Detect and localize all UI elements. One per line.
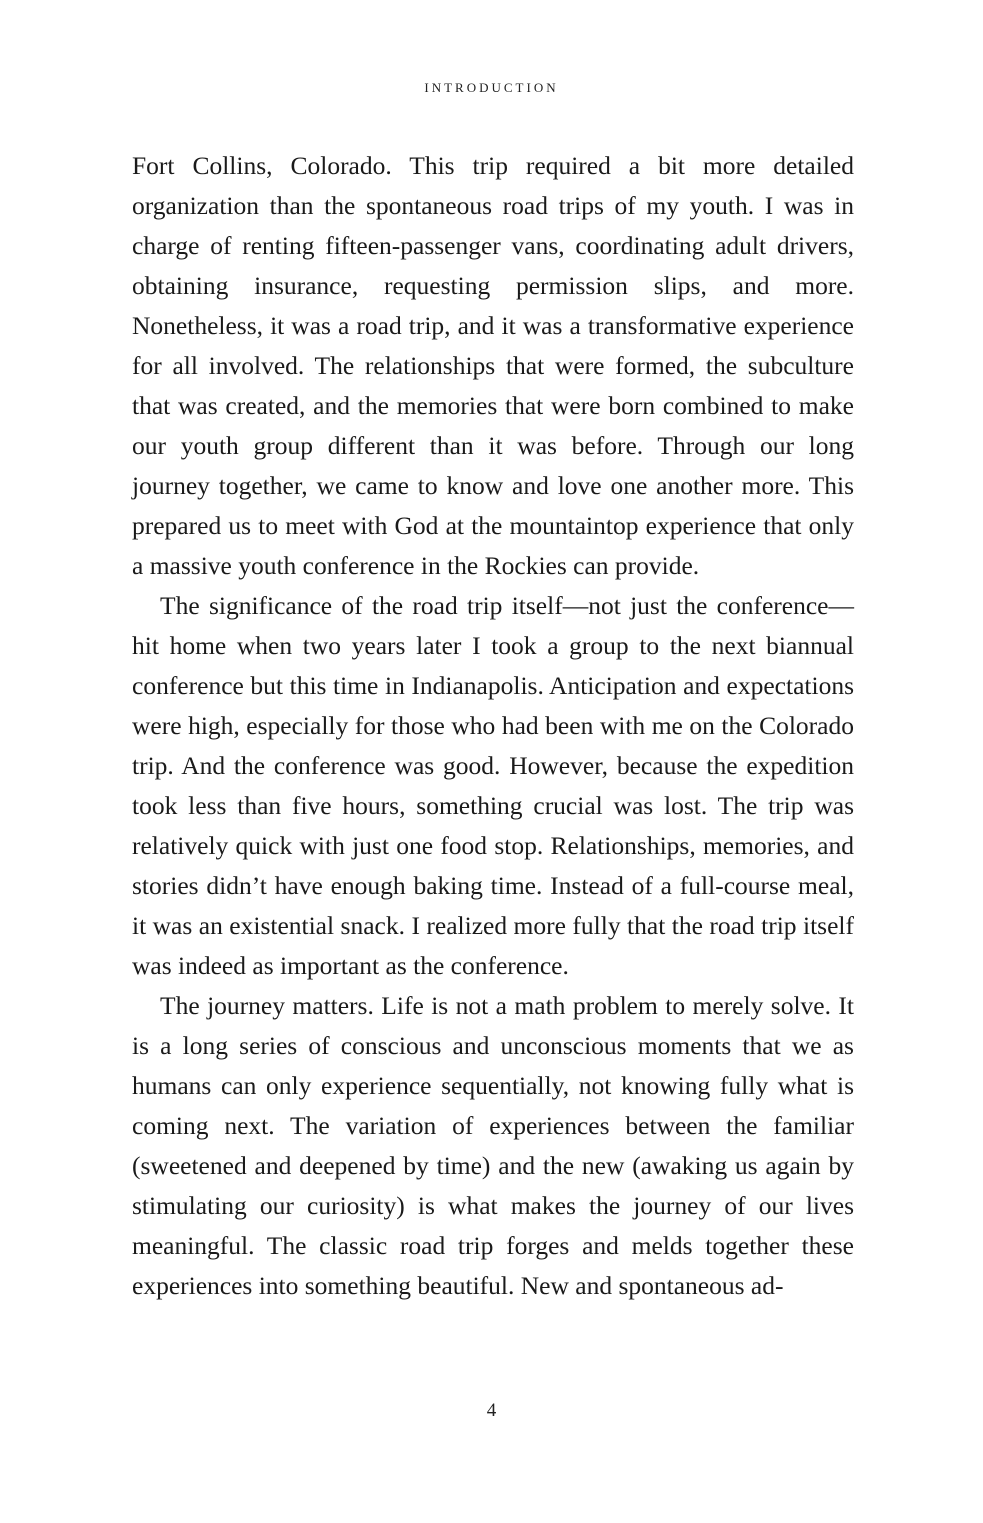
paragraph-2: The significance of the road trip itself—not just the conference—hit home when two years later I took a group to the next biannual conference but this time in Indianapolis. Anticipation and expectations were high, especially for those who had been with me on the Colorado trip. And the conference was good. However, because the expedition took less than five hours, something crucial was lost. The trip was relatively quick with just one food stop. Relationships, memories, and stories didn’t have enough baking time. Instead of a full-course meal, it was an existential snack. I realized more fully that the road trip itself was indeed as important as the conference. bbox=[132, 591, 854, 980]
page-number: 4 bbox=[486, 1400, 497, 1421]
body-text bbox=[132, 146, 854, 1306]
paragraph-1: Fort Collins, Colorado. This trip required a bit more detailed organization than the spontaneous road trips of my youth. I was in charge of renting fifteen-passenger vans, coordinating adult drivers, obtaining insurance, requesting permission slips, and more. Nonetheless, it was a road trip, and it was a transformative experience for all involved. The relationships that were formed, the subculture that was created, and the memories that were born combined to make our youth group different than it was before. Through our long journey together, we came to know and love one another more. This prepared us to meet with God at the mountaintop experience that only a massive youth conference in the Rockies can provide. bbox=[132, 151, 854, 580]
running-head: INTRODUCTION bbox=[424, 80, 559, 95]
paragraph-3: The journey matters. Life is not a math problem to merely solve. It is a long series of conscious and unconscious moments that we as humans can only experience sequentially, not knowing fully what is coming next. The variation of experiences between the familiar (sweetened and deepened by time) and the new (awaking us again by stimulating our curiosity) is what makes the journey of our lives meaningful. The classic road trip forges and melds together these experiences into something beautiful. New and spontaneous ad- bbox=[132, 991, 854, 1300]
